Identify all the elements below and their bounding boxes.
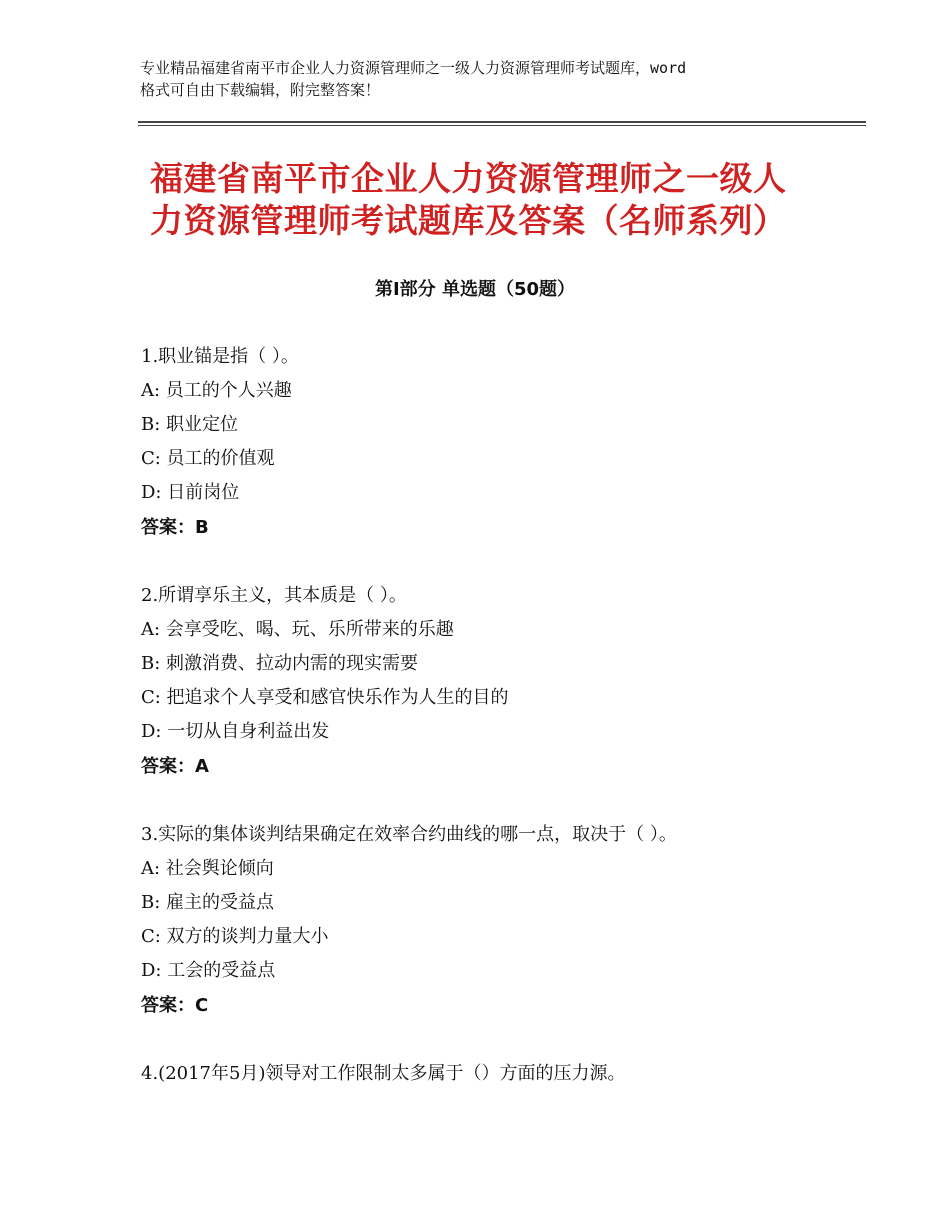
question-2-option-c: C: 把追求个人享受和感官快乐作为人生的目的 — [141, 687, 509, 708]
document-title — [150, 158, 840, 242]
question-3-option-d: D: 工会的受益点 — [141, 960, 276, 981]
question-2-stem: 2.所谓享乐主义，其本质是（ ）。 — [141, 585, 407, 606]
header-divider-thin — [138, 125, 866, 126]
question-4-stem: 4.(2017年5月)领导对工作限制太多属于（）方面的压力源。 — [141, 1063, 626, 1084]
section-heading: 第Ⅰ部分 单选题（50题） — [374, 279, 575, 300]
question-3-option-a: A: 社会舆论倾向 — [141, 858, 274, 879]
question-1-option-c: C: 员工的价值观 — [141, 448, 275, 469]
header-note-line-1: 专业精品福建省南平市企业人力资源管理师之一级人力资源管理师考试题库，word — [140, 59, 687, 77]
header-note-line-2: 格式可自由下载编辑，附完整答案！ — [140, 81, 381, 99]
document-title-line-2: 力资源管理师考试题库及答案（名师系列） — [150, 201, 787, 240]
question-2-answer: 答案：A — [141, 756, 209, 777]
question-3-stem: 3.实际的集体谈判结果确定在效率合约曲线的哪一点，取决于（ ）。 — [141, 824, 677, 845]
question-1-option-a: A: 员工的个人兴趣 — [141, 380, 292, 401]
header-divider-thick — [138, 121, 866, 123]
header-note — [140, 57, 830, 101]
question-2-option-d: D: 一切从自身利益出发 — [141, 721, 330, 742]
question-2-option-a: A: 会享受吃、喝、玩、乐所带来的乐趣 — [141, 619, 454, 640]
question-3-option-c: C: 双方的谈判力量大小 — [141, 926, 329, 947]
question-1-option-b: B: 职业定位 — [141, 414, 239, 435]
question-2-option-b: B: 刺激消费、拉动内需的现实需要 — [141, 653, 419, 674]
question-1-answer: 答案：B — [141, 517, 209, 538]
question-1-option-d: D: 日前岗位 — [141, 482, 240, 503]
question-3-answer: 答案：C — [141, 995, 209, 1016]
document-title-line-1: 福建省南平市企业人力资源管理师之一级人 — [150, 159, 787, 198]
question-1-stem: 1.职业锚是指（ ）。 — [141, 346, 299, 367]
question-3-option-b: B: 雇主的受益点 — [141, 892, 275, 913]
